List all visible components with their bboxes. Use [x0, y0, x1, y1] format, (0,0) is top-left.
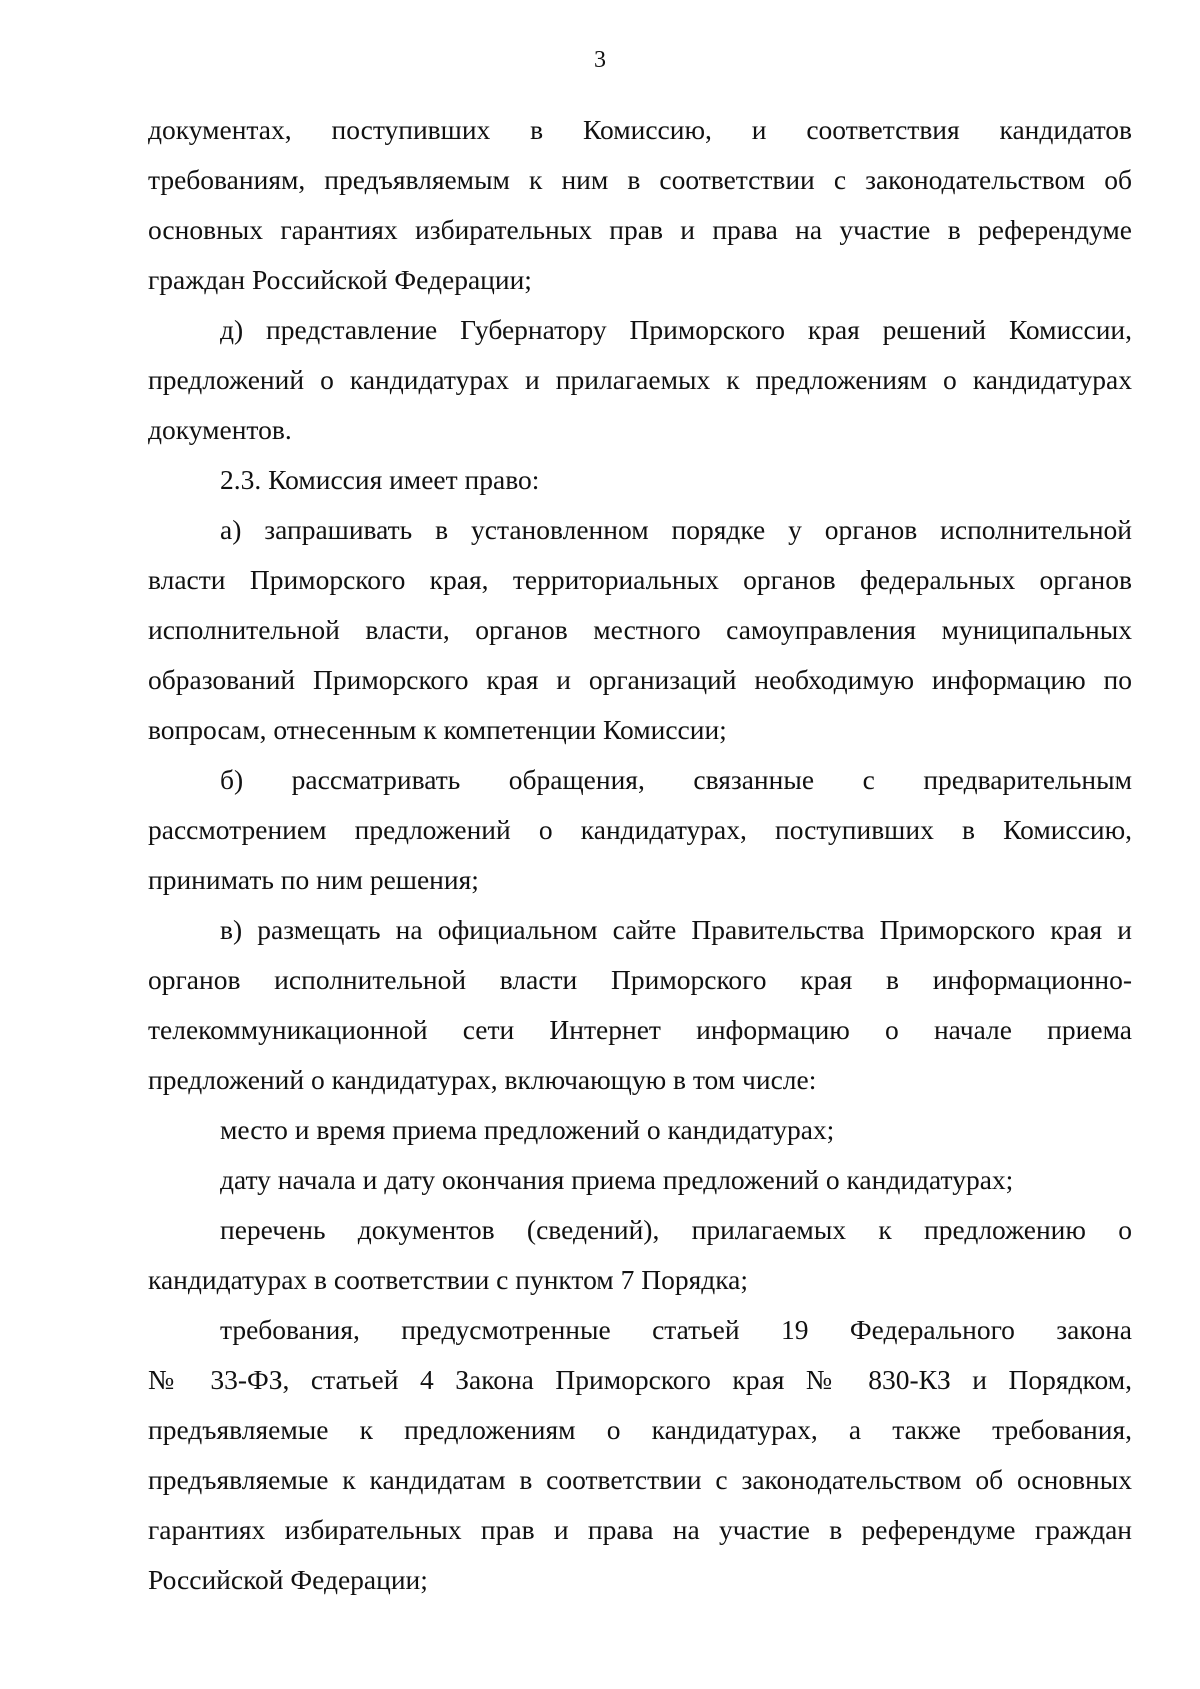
text-line: д) представление Губернатору Приморского края решений Комиссии,: [220, 314, 1132, 345]
paragraph: [148, 1105, 1132, 1155]
text-line: требования, предусмотренные статьей 19 Федерального закона: [220, 1314, 1132, 1345]
text-line: б) рассматривать обращения, связанные с предварительным: [220, 764, 1132, 795]
paragraph: [148, 105, 1132, 305]
text-line: предложений о кандидатурах, включающую в том числе:: [148, 1064, 817, 1095]
text-line: Российской Федерации;: [148, 1564, 428, 1595]
text-line: 2.3. Комиссия имеет право:: [220, 464, 540, 495]
text-line: исполнительной власти, органов местного самоуправления муниципальных: [148, 614, 1132, 645]
text-line: перечень документов (сведений), прилагаемых к предложению о: [220, 1214, 1132, 1245]
paragraph: [148, 505, 1132, 755]
text-line: предложений о кандидатурах и прилагаемых к предложениям о кандидатурах: [148, 364, 1132, 395]
text-line: документов.: [148, 414, 292, 445]
text-line: власти Приморского края, территориальных органов федеральных органов: [148, 564, 1132, 595]
text-line: предъявляемые к кандидатам в соответствии с законодательством об основных: [148, 1464, 1132, 1495]
text-line: документах, поступивших в Комиссию, и соответствия кандидатов: [148, 114, 1132, 145]
text-line: основных гарантиях избирательных прав и права на участие в референдуме: [148, 214, 1132, 245]
paragraph: [148, 305, 1132, 455]
text-line: кандидатурах в соответствии с пунктом 7 Порядка;: [148, 1264, 749, 1295]
text-line: принимать по ним решения;: [148, 864, 479, 895]
text-line: органов исполнительной власти Приморского края в информационно-: [148, 964, 1132, 995]
text-line: гарантиях избирательных прав и права на участие в референдуме граждан: [148, 1514, 1132, 1545]
text-line: № 33-ФЗ, статьей 4 Закона Приморского края № 830-КЗ и Порядком,: [148, 1364, 1132, 1395]
text-line: образований Приморского края и организаций необходимую информацию по: [148, 664, 1132, 695]
text-line: вопросам, отнесенным к компетенции Комиссии;: [148, 714, 727, 745]
paragraph: [148, 455, 1132, 505]
paragraph: [148, 1205, 1132, 1305]
text-line: предъявляемые к предложениям о кандидатурах, а также требования,: [148, 1414, 1132, 1445]
text-line: место и время приема предложений о кандидатурах;: [220, 1114, 835, 1145]
text-line: дату начала и дату окончания приема предложений о кандидатурах;: [220, 1164, 1014, 1195]
text-line: в) размещать на официальном сайте Правительства Приморского края и: [220, 914, 1132, 945]
text-line: граждан Российской Федерации;: [148, 264, 532, 295]
paragraph: [148, 1155, 1132, 1205]
text-line: а) запрашивать в установленном порядке у органов исполнительной: [220, 514, 1132, 545]
paragraph: [148, 905, 1132, 1105]
document-body: [148, 105, 1132, 1605]
text-line: рассмотрением предложений о кандидатурах, поступивших в Комиссию,: [148, 814, 1132, 845]
paragraph: [148, 1305, 1132, 1605]
text-line: требованиям, предъявляемым к ним в соответствии с законодательством об: [148, 164, 1132, 195]
text-line: телекоммуникационной сети Интернет информацию о начале приема: [148, 1014, 1132, 1045]
page-number: 3: [594, 47, 606, 73]
paragraph: [148, 755, 1132, 905]
